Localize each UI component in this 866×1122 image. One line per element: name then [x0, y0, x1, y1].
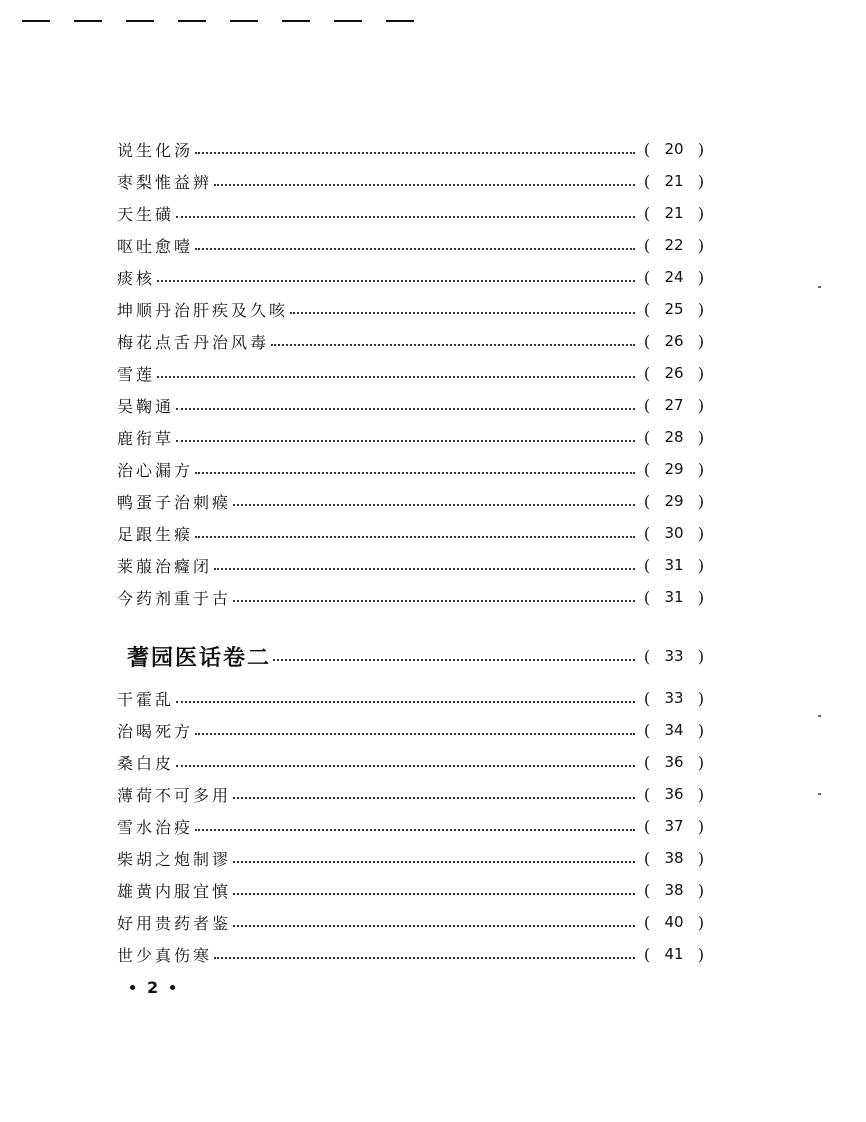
dot-leader [214, 568, 635, 570]
toc-entry-page: 26 [664, 364, 684, 382]
dot-leader [176, 408, 635, 410]
dot-leader [233, 861, 635, 863]
toc-entry[interactable]: 桑白皮 ( 36 ) [117, 752, 705, 773]
toc-entry-page: 28 [664, 428, 684, 446]
toc-entry-title: 雄黄内服宜慎 [117, 881, 232, 901]
toc-entry-title: 天生磺 [117, 204, 175, 224]
toc-entry[interactable]: 世少真伤寒 ( 41 ) [117, 944, 705, 965]
toc-entry[interactable]: 吴鞠通 ( 27 ) [117, 395, 705, 416]
toc-entry-page: 21 [664, 172, 684, 190]
toc-entry-page: 33 [664, 689, 684, 707]
toc-entry[interactable]: 鸭蛋子治刺瘊 ( 29 ) [117, 491, 705, 512]
dot-leader [195, 829, 635, 831]
toc-entry-title: 治喝死方 [117, 721, 194, 741]
toc-entry-page: 21 [664, 204, 684, 222]
dot-leader [195, 472, 635, 474]
toc-entry[interactable]: 呕吐愈噎 ( 22 ) [117, 235, 705, 256]
toc-entry-page: 34 [664, 721, 684, 739]
dot-leader [233, 797, 635, 799]
toc-entry-page: 29 [664, 492, 684, 510]
toc-entry[interactable]: 雄黄内服宜慎 ( 38 ) [117, 880, 705, 901]
toc-entry-title: 好用贵药者鉴 [117, 913, 232, 933]
toc-entry-page: 25 [664, 300, 684, 318]
toc-entry-title: 莱菔治癃闭 [117, 556, 213, 576]
scan-speck [818, 715, 821, 717]
dot-leader [233, 504, 635, 506]
dot-leader [273, 659, 635, 661]
scan-speck [818, 793, 821, 795]
toc-entry-title: 桑白皮 [117, 753, 175, 773]
toc-entry[interactable]: 治心漏方 ( 29 ) [117, 459, 705, 480]
dot-leader [195, 152, 635, 154]
toc-entry-page: 27 [664, 396, 684, 414]
toc-entry-page: 22 [664, 236, 684, 254]
dot-leader [195, 248, 635, 250]
toc-entry[interactable]: 足跟生瘊 ( 30 ) [117, 523, 705, 544]
toc-entry-page: 30 [664, 524, 684, 542]
toc-entry[interactable]: 坤顺丹治肝疾及久咳 ( 25 ) [117, 299, 705, 320]
toc-entry-title: 治心漏方 [117, 460, 194, 480]
dot-leader [233, 600, 635, 602]
toc-entry-page: 37 [664, 817, 684, 835]
toc-entry[interactable]: 莱菔治癃闭 ( 31 ) [117, 555, 705, 576]
toc-entry-title: 雪水治疫 [117, 817, 194, 837]
toc-entry-title: 鸭蛋子治刺瘊 [117, 492, 232, 512]
dot-leader [176, 701, 635, 703]
toc-entry-title: 足跟生瘊 [117, 524, 194, 544]
scan-speck [818, 286, 821, 288]
toc-entry[interactable]: 好用贵药者鉴 ( 40 ) [117, 912, 705, 933]
toc-entry[interactable]: 天生磺 ( 21 ) [117, 203, 705, 224]
toc-entry-title: 柴胡之炮制谬 [117, 849, 232, 869]
toc-entry[interactable]: 痰核 ( 24 ) [117, 267, 705, 288]
page-number: 2 [147, 977, 159, 997]
dot-leader [195, 733, 635, 735]
toc-entry-title: 鹿衔草 [117, 428, 175, 448]
toc-entry-page: 40 [664, 913, 684, 931]
dot-leader [176, 440, 635, 442]
toc-entry-page: 20 [664, 140, 684, 158]
toc-entry-page: 41 [664, 945, 684, 963]
toc-entry-title: 雪莲 [117, 364, 156, 384]
dot-leader [214, 957, 635, 959]
dot-leader [233, 893, 635, 895]
bullet-icon [170, 985, 175, 990]
toc-entry-title: 吴鞠通 [117, 396, 175, 416]
toc-entry[interactable]: 鹿衔草 ( 28 ) [117, 427, 705, 448]
toc-entry-page: 36 [664, 785, 684, 803]
toc-entry[interactable]: 枣梨惟益辨 ( 21 ) [117, 171, 705, 192]
dot-leader [271, 344, 635, 346]
toc-entry-title: 呕吐愈噎 [117, 236, 194, 256]
dot-leader [157, 280, 635, 282]
dot-leader [195, 536, 635, 538]
dot-leader [233, 925, 635, 927]
toc-entry-page: 36 [664, 753, 684, 771]
toc-entry[interactable]: 雪莲 ( 26 ) [117, 363, 705, 384]
toc-entry[interactable]: 干霍乱 ( 33 ) [117, 688, 705, 709]
top-dash-line [22, 20, 442, 32]
toc-entry[interactable]: 雪水治疫 ( 37 ) [117, 816, 705, 837]
dot-leader [290, 312, 635, 314]
dot-leader [176, 216, 635, 218]
bullet-icon [130, 985, 135, 990]
toc-entry[interactable]: 梅花点舌丹治风毒 ( 26 ) [117, 331, 705, 352]
toc-entry-title: 坤顺丹治肝疾及久咳 [117, 300, 289, 320]
toc-entry[interactable]: 今药剂重于古 ( 31 ) [117, 587, 705, 608]
toc-entry-page: 29 [664, 460, 684, 478]
section-heading[interactable]: 蓍园医话卷二 ( 33 ) [117, 640, 707, 672]
toc-entry-title: 说生化汤 [117, 140, 194, 160]
toc-entry-title: 梅花点舌丹治风毒 [117, 332, 270, 352]
toc-entry-title: 今药剂重于古 [117, 588, 232, 608]
toc-entry-page: 24 [664, 268, 684, 286]
toc-entry-page: 31 [664, 588, 684, 606]
toc-entry-title: 干霍乱 [117, 689, 175, 709]
toc-entry-title: 世少真伤寒 [117, 945, 213, 965]
page-number-footer [118, 974, 238, 1000]
toc-entry[interactable]: 说生化汤 ( 20 ) [117, 139, 705, 160]
toc-entry-page: 38 [664, 881, 684, 899]
toc-entry-title: 薄荷不可多用 [117, 785, 232, 805]
toc-entry-page: 38 [664, 849, 684, 867]
toc-entry-title: 痰核 [117, 268, 156, 288]
dot-leader [157, 376, 635, 378]
section-heading-page: 33 [664, 647, 684, 665]
toc-entry-page: 31 [664, 556, 684, 574]
toc-entry[interactable]: 治喝死方 ( 34 ) [117, 720, 705, 741]
dot-leader [176, 765, 635, 767]
toc-entry-page: 26 [664, 332, 684, 350]
toc-entry[interactable]: 柴胡之炮制谬 ( 38 ) [117, 848, 705, 869]
toc-entry[interactable]: 薄荷不可多用 ( 36 ) [117, 784, 705, 805]
section-heading-title: 蓍园医话卷二 [127, 645, 272, 671]
toc-entry-title: 枣梨惟益辨 [117, 172, 213, 192]
dot-leader [214, 184, 635, 186]
